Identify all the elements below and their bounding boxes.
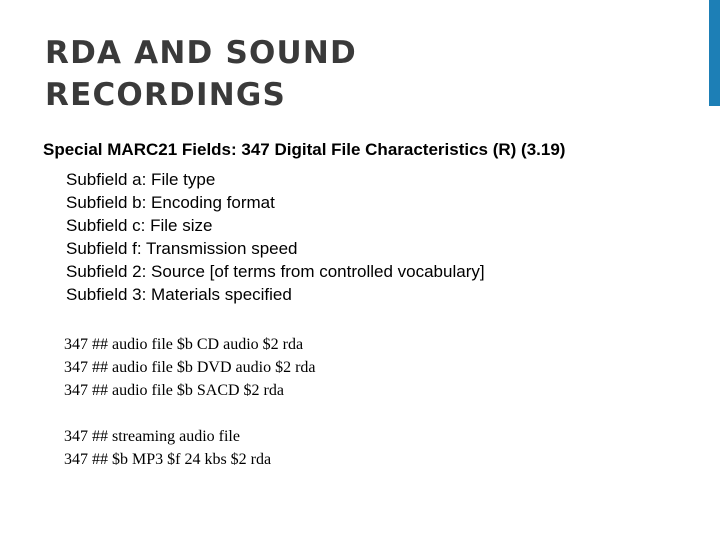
- slide-title: [45, 32, 357, 116]
- example-line: 347 ## audio file $b SACD $2 rda: [64, 382, 284, 399]
- subfield-item-a: Subfield a: File type: [66, 170, 216, 189]
- section-heading: Special MARC21 Fields: 347 Digital File Characteristics (R) (3.19): [43, 140, 566, 159]
- slide-title-line-1: RDA AND SOUND: [45, 35, 357, 71]
- subfield-list: [66, 168, 485, 306]
- example-line: 347 ## streaming audio file: [64, 428, 240, 445]
- accent-bar: [709, 0, 720, 106]
- example-list-physical: [64, 333, 316, 402]
- subfield-item-b: Subfield b: Encoding format: [66, 193, 275, 212]
- subfield-item-f: Subfield f: Transmission speed: [66, 239, 298, 258]
- example-list-streaming: [64, 425, 271, 471]
- example-line: 347 ## audio file $b DVD audio $2 rda: [64, 359, 316, 376]
- slide-title-line-2: RECORDINGS: [45, 77, 287, 113]
- subfield-item-c: Subfield c: File size: [66, 216, 213, 235]
- example-line: 347 ## audio file $b CD audio $2 rda: [64, 336, 304, 353]
- subfield-item-3: Subfield 3: Materials specified: [66, 285, 292, 304]
- subfield-item-2: Subfield 2: Source [of terms from controlled vocabulary]: [66, 262, 485, 281]
- example-line: 347 ## $b MP3 $f 24 kbs $2 rda: [64, 451, 272, 468]
